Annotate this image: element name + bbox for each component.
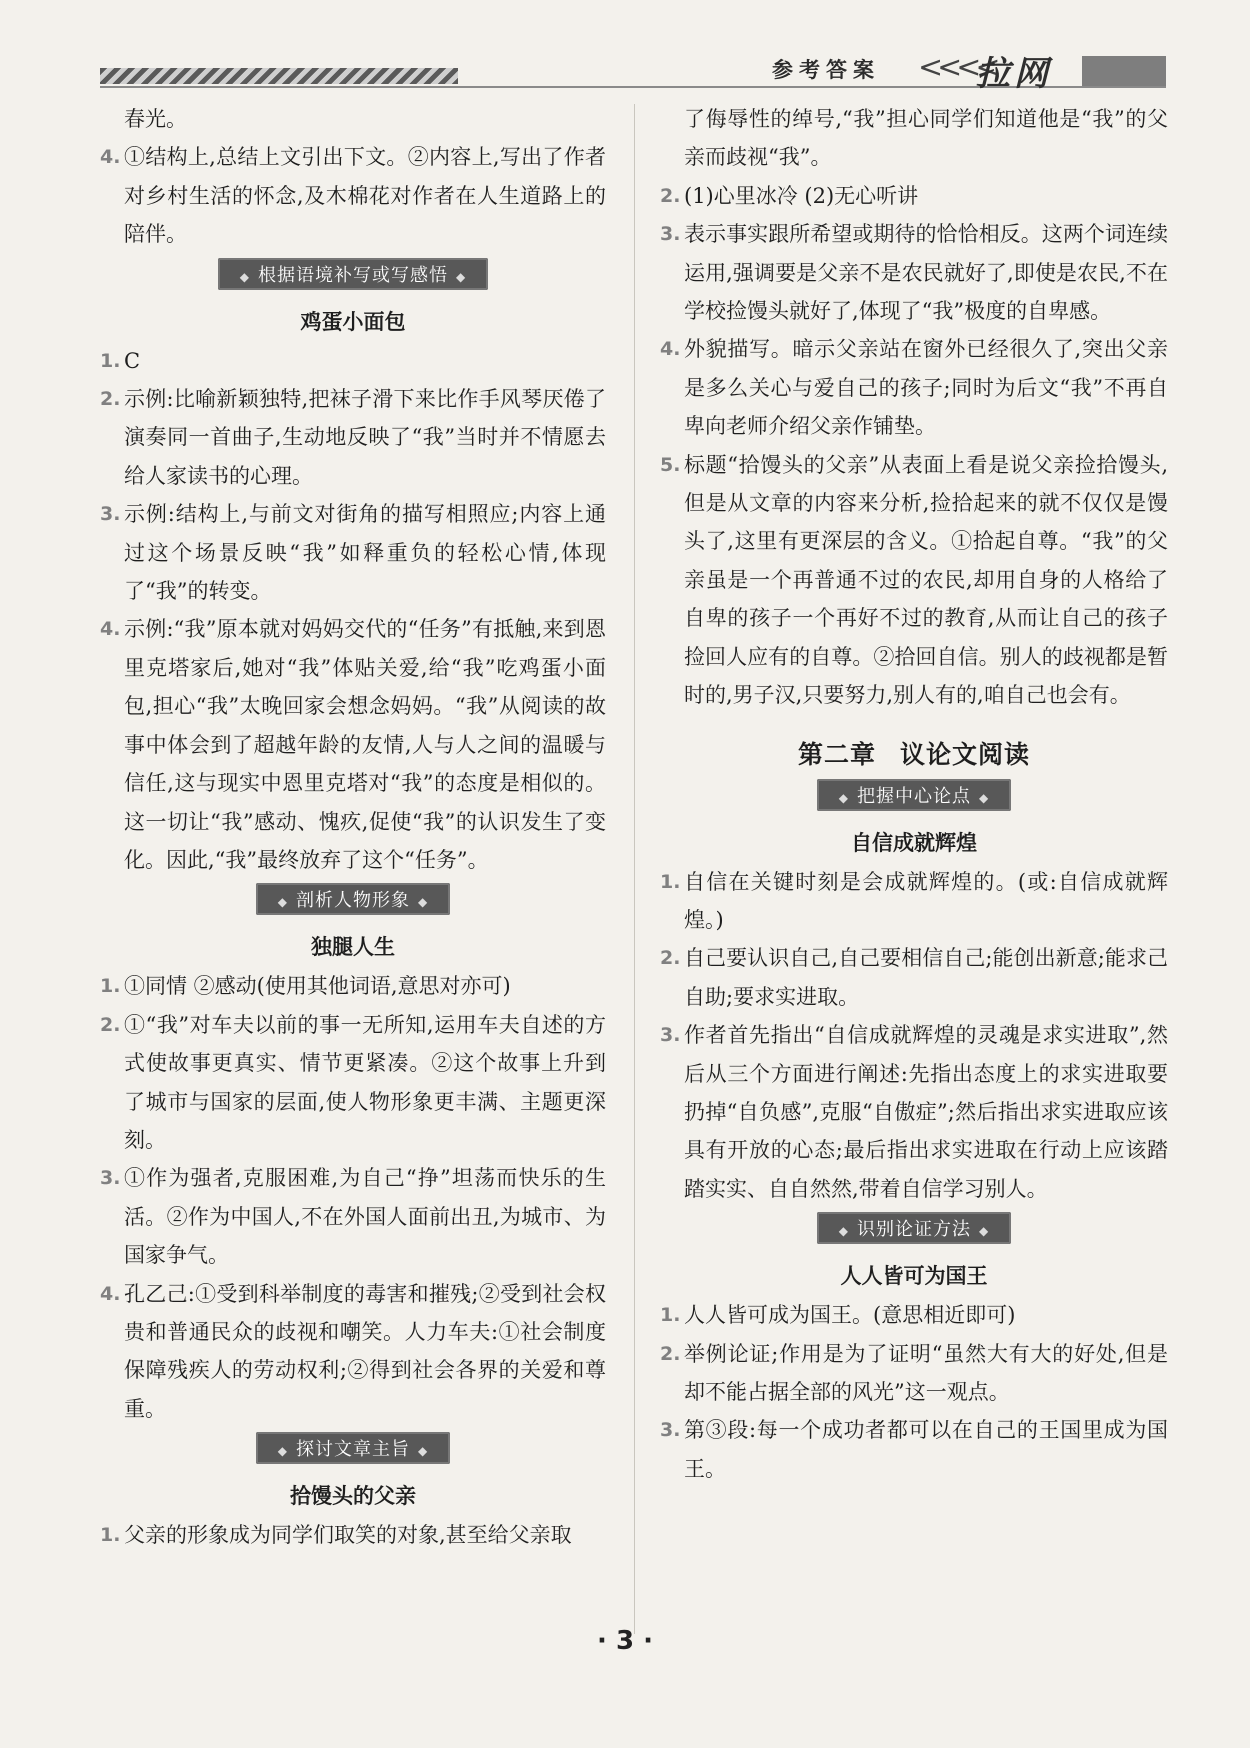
diamond-icon: ◆	[418, 895, 429, 910]
answer-item: 1. 人人皆可成为国王。(意思相近即可)	[660, 1303, 1016, 1328]
answer-item: 1. ①同情 ②感动(使用其他词语,意思对亦可)	[100, 974, 511, 999]
diamond-icon: ◆	[277, 1444, 288, 1459]
answer-item: 3. 第③段:每一个成功者都可以在自己的王国里成为国王。	[660, 1418, 1168, 1481]
story-title: 鸡蛋小面包	[300, 309, 406, 334]
header-stripe	[100, 68, 458, 84]
story-title: 自信成就辉煌	[851, 830, 977, 855]
section-banner: ◆ 把握中心论点 ◆	[660, 779, 1168, 817]
answer-item: 4. 外貌描写。暗示父亲站在窗外已经很久了,突出父亲是多么关心与爱自己的孩子;同时为后文“我”不再自卑向老师介绍父亲作铺垫。	[660, 337, 1168, 439]
chevron-left-icon: <<<<	[918, 50, 995, 85]
section-banner: ◆ 根据语境补写或写感悟 ◆	[100, 258, 606, 296]
answer-item: 4. 孔乙己:①受到科举制度的毒害和摧残;②受到社会权贵和普通民众的歧视和嘲笑。人力车夫:①社会制度保障残疾人的劳动权利;②得到社会各界的关爱和尊重。	[100, 1281, 606, 1421]
answer-item: 4. ①结构上,总结上文引出下文。②内容上,写出了作者对乡村生活的怀念,及木棉花对作者在人生道路上的陪伴。	[100, 145, 606, 247]
diamond-icon: ◆	[838, 1224, 849, 1239]
diamond-icon: ◆	[277, 895, 288, 910]
answer-item: 3. 作者首先指出“自信成就辉煌的灵魂是求实进取”,然后从三个方面进行阐述:先指出态度上的求实进取要扔掉“自负感”,克服“自傲症”;然后指出求实进取应该具有开放的心态;最后指出求实进取在行动上应该踏踏实实、自自然然,带着自信学习别人。	[660, 1023, 1168, 1201]
diamond-icon: ◆	[418, 1444, 429, 1459]
section-banner: ◆ 识别论证方法 ◆	[660, 1212, 1168, 1250]
answer-item: 5. 标题“拾馒头的父亲”从表面上看是说父亲捡拾馒头,但是从文章的内容来分析,捡拾起来的就不仅仅是馒头了,这里有更深层的含义。①拾起自尊。“我”的父亲虽是一个再普通不过的农民,却用自身的人格给了自卑的孩子一个再好不过的教育,从而让自己的孩子捡回人应有的自尊。②拾回自信。别人的歧视都是暂时的,男子汉,只要努力,别人有的,咱自己也会有。	[660, 452, 1168, 708]
answer-item: 4. 示例:“我”原本就对妈妈交代的“任务”有抵触,来到恩里克塔家后,她对“我”体贴关爱,给“我”吃鸡蛋小面包,担心“我”太晚回家会想念妈妈。“我”从阅读的故事中体会到了超越年龄的友情,人与人之间的温暖与信任,这与现实中恩里克塔对“我”的态度是相似的。这一切让“我”感动、愧疚,促使“我”的认识发生了变化。因此,“我”最终放弃了这个“任务”。	[100, 617, 606, 872]
page-number: · 3 ·	[597, 1626, 653, 1656]
left-column	[100, 100, 606, 1555]
chapter-heading: 第二章 议论文阅读	[797, 739, 1031, 769]
column-divider	[634, 104, 635, 1634]
continued-paragraph: 了侮辱性的绰号,“我”担心同学们知道他是“我”的父亲而歧视“我”。	[684, 107, 1168, 170]
continued-paragraph: 春光。	[124, 107, 187, 131]
answer-item: 1. C	[100, 348, 141, 373]
diamond-icon: ◆	[239, 269, 250, 284]
answer-item: 2. 自己要认识自己,自己要相信自己;能创出新意;能求己自助;要求实进取。	[660, 946, 1168, 1009]
header-label: 参考答案	[772, 58, 880, 82]
diamond-icon: ◆	[456, 269, 467, 284]
answer-item: 3. 表示事实跟所希望或期待的恰恰相反。这两个词连续运用,强调要是父亲不是农民就好了,即使是农民,不在学校捡馒头就好了,体现了“我”极度的自卑感。	[660, 222, 1168, 324]
answer-item: 3. 示例:结构上,与前文对街角的描写相照应;内容上通过这个场景反映“我”如释重负的轻松心情,体现了“我”的转变。	[100, 502, 606, 604]
answer-item: 1. 父亲的形象成为同学们取笑的对象,甚至给父亲取	[100, 1523, 572, 1548]
answer-item: 3. ①作为强者,克服困难,为自己“挣”坦荡而快乐的生活。②作为中国人,不在外国人面前出丑,为城市、为国家争气。	[100, 1166, 606, 1268]
right-column	[660, 100, 1168, 1488]
story-title: 人人皆可为国王	[840, 1264, 988, 1289]
story-title: 独腿人生	[311, 935, 395, 960]
header-block	[1082, 56, 1166, 86]
section-banner: ◆ 探讨文章主旨 ◆	[100, 1432, 606, 1470]
section-banner: ◆ 剖析人物形象 ◆	[100, 883, 606, 921]
answer-item: 2. 举例论证;作用是为了证明“虽然大有大的好处,但是却不能占据全部的风光”这一观点。	[660, 1341, 1168, 1404]
header-logo: 拉网	[976, 54, 1052, 94]
answer-item: 2. 示例:比喻新颖独特,把袜子滑下来比作手风琴厌倦了演奏同一首曲子,生动地反映了“我”当时并不情愿去给人家读书的心理。	[100, 387, 606, 488]
diamond-icon: ◆	[979, 790, 990, 805]
diamond-icon: ◆	[838, 790, 849, 805]
answer-item: 2. ①“我”对车夫以前的事一无所知,运用车夫自述的方式使故事更真实、情节更紧凑。②这个故事上升到了城市与国家的层面,使人物形象更丰满、主题更深刻。	[100, 1012, 606, 1152]
story-title: 拾馒头的父亲	[290, 1484, 416, 1509]
answer-item: 1. 自信在关键时刻是会成就辉煌的。(或:自信成就辉煌。)	[660, 869, 1168, 932]
diamond-icon: ◆	[979, 1224, 990, 1239]
answer-item: 2. (1)心里冰冷 (2)无心听讲	[660, 183, 919, 208]
